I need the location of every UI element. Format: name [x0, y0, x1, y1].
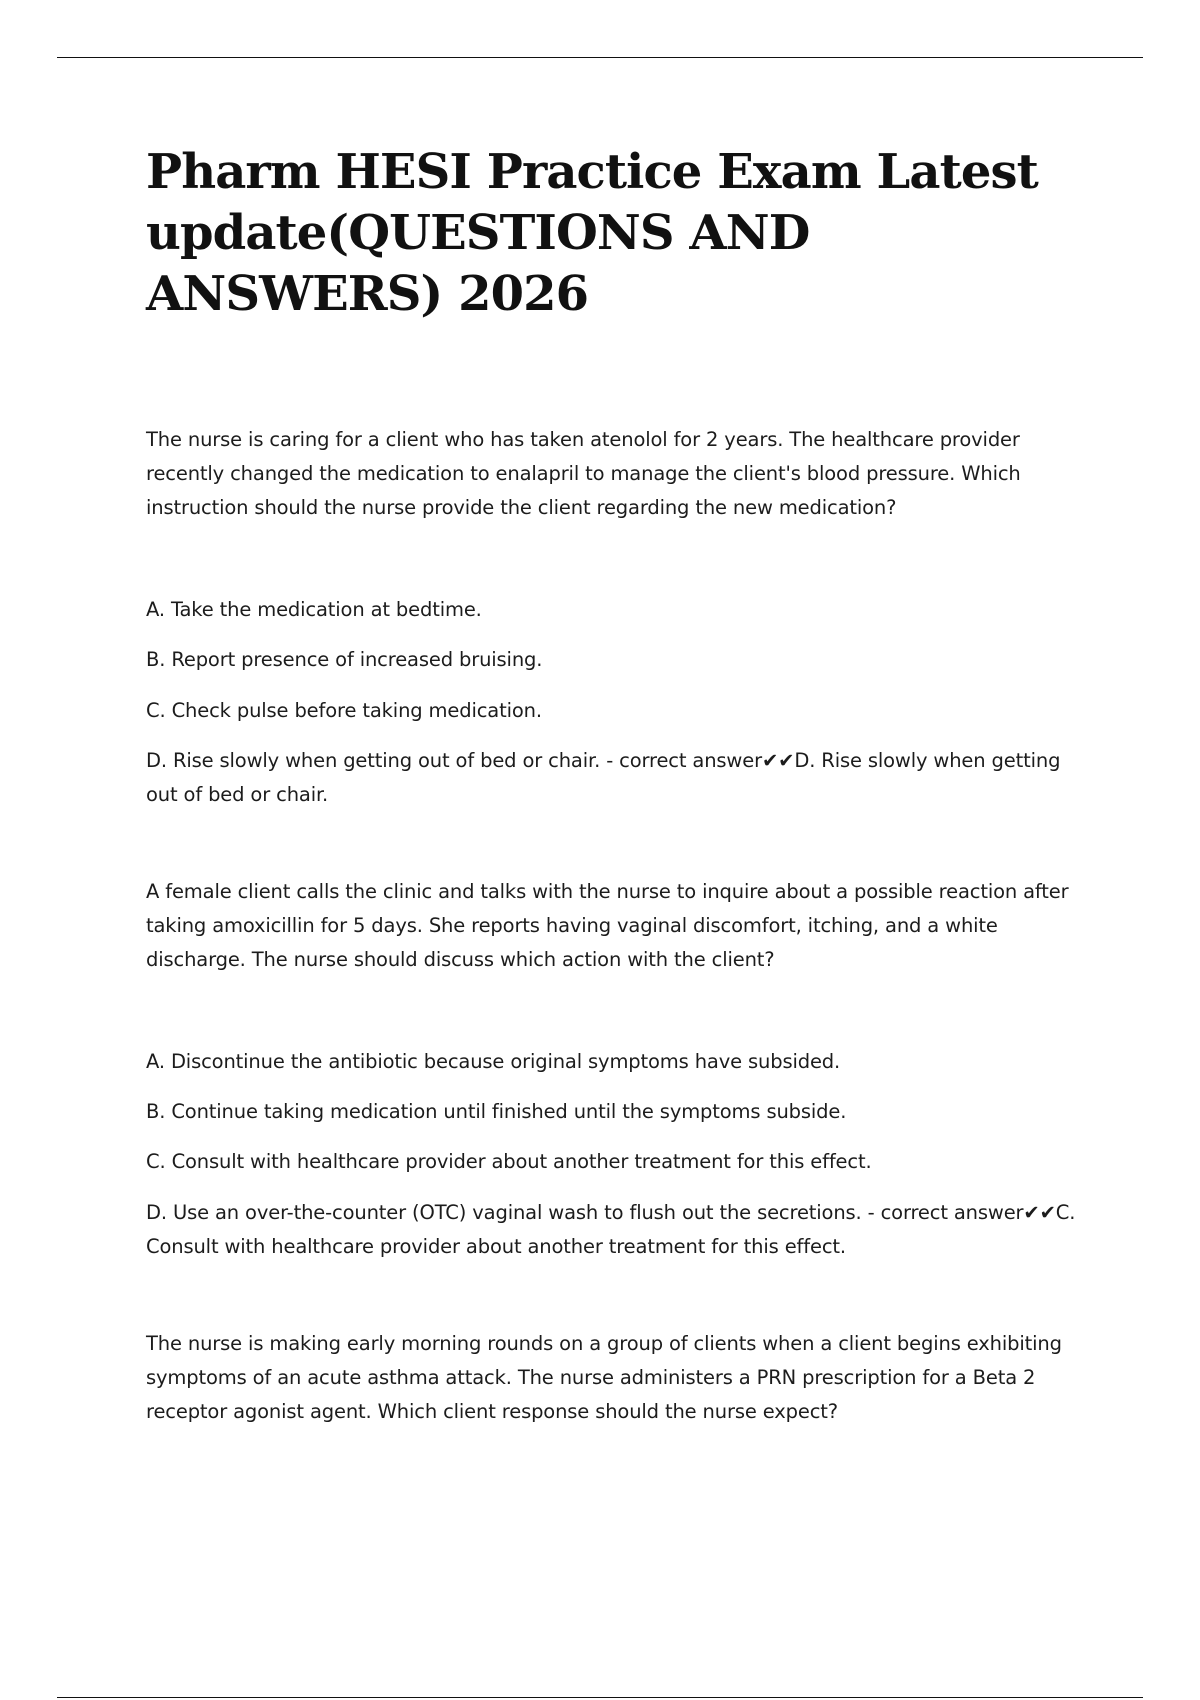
question-stem: The nurse is caring for a client who has taken atenolol for 2 years. The healthcare provider recently changed the medication to enalapril to manage the client's blood pressure. Which instruction should the nurse provide the client regarding the new medication? — [146, 428, 1021, 519]
option-b: B. Report presence of increased bruising. — [146, 648, 543, 671]
option-c: C. Consult with healthcare provider about another treatment for this effect. — [146, 1150, 872, 1173]
bottom-rule — [57, 1697, 1143, 1698]
question-3 — [146, 1327, 1086, 1429]
top-rule — [57, 57, 1143, 58]
option-d-with-answer — [146, 744, 1086, 812]
question-stem: A female client calls the clinic and talks with the nurse to inquire about a possible reaction after taking amoxicillin for 5 days. She reports having vaginal discomfort, itching, and a white discharge. The nurse should discuss which action with the client? — [146, 880, 1069, 971]
question-1 — [146, 423, 1086, 525]
correct-answer: C. Consult with healthcare provider about another treatment for this effect. — [146, 1201, 1076, 1258]
answer-marker: - correct answer✔✔ — [606, 749, 795, 772]
option-a: A. Discontinue the antibiotic because original symptoms have subsided. — [146, 1050, 841, 1073]
correct-answer: D. Rise slowly when getting out of bed or chair. — [146, 749, 1061, 806]
option-d: D. Use an over-the-counter (OTC) vaginal wash to flush out the secretions. — [146, 1201, 862, 1224]
option-b: B. Continue taking medication until finished until the symptoms subside. — [146, 1100, 847, 1123]
option-c: C. Check pulse before taking medication. — [146, 699, 542, 722]
question-2 — [146, 875, 1086, 977]
question-stem: The nurse is making early morning rounds on a group of clients when a client begins exhibiting symptoms of an acute asthma attack. The nurse administers a PRN prescription for a Beta 2 receptor agonist agent. Which client response should the nurse expect? — [146, 1332, 1062, 1423]
option-d-with-answer — [146, 1196, 1086, 1264]
document-title: Pharm HESI Practice Exam Latest update(QUESTIONS AND ANSWERS) 2026 — [146, 144, 1038, 322]
option-d: D. Rise slowly when getting out of bed or chair. — [146, 749, 601, 772]
option-a: A. Take the medication at bedtime. — [146, 598, 482, 621]
answer-marker: - correct answer✔✔ — [867, 1201, 1056, 1224]
